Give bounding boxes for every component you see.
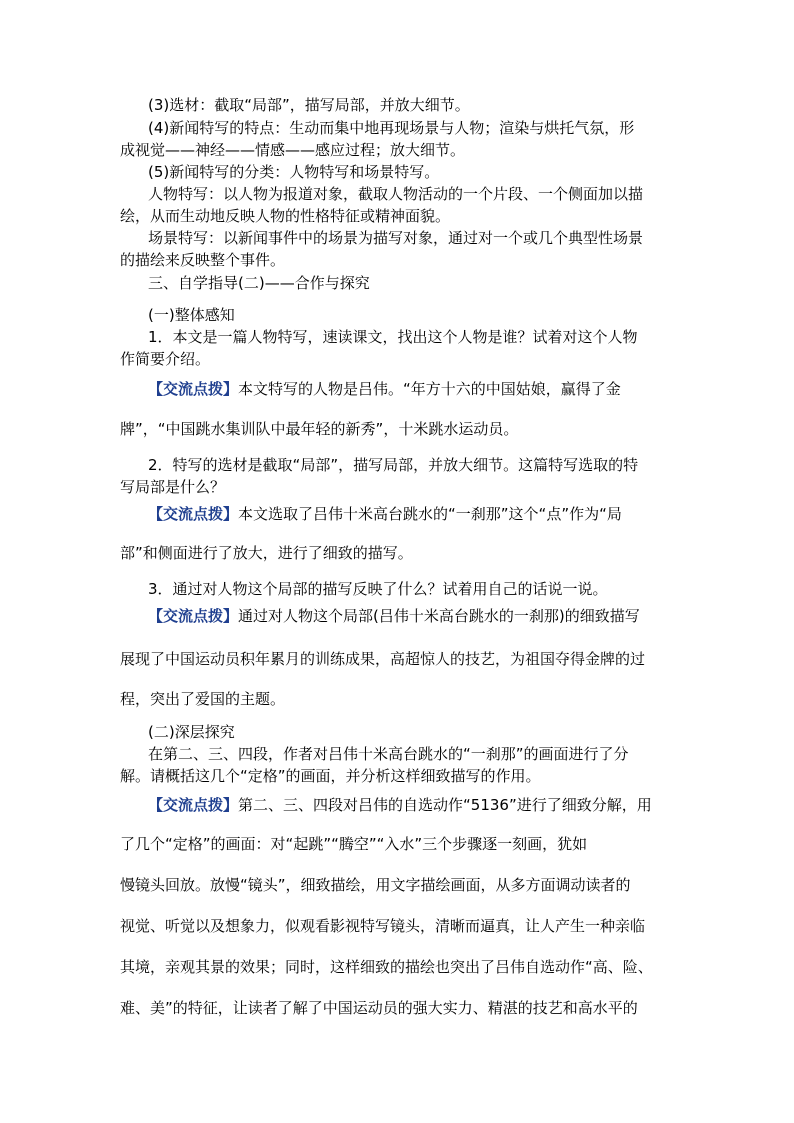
answer-4-line-1: 【交流点拨】第二、三、四段对吕伟的自选动作“5136”进行了细致分解，用 — [148, 796, 652, 814]
subheading-deep: (二)深层探究 — [148, 723, 235, 741]
point-4-features-line-2: 成视觉——神经——情感——感应过程；放大细节。 — [120, 141, 466, 159]
person-feature-line-2: 绘，从而生动地反映人物的性格特征或精神面貌。 — [120, 207, 451, 225]
question-2-line-1: 2．特写的选材是截取“局部”，描写局部，并放大细节。这篇特写选取的特 — [148, 456, 639, 474]
answer-1-line-2: 牌”，“中国跳水集训队中最年轻的新秀”，十米跳水运动员。 — [120, 420, 519, 438]
question-2-line-2: 写局部是什么？ — [120, 478, 226, 496]
answer-1-line-1: 【交流点拨】本文特写的人物是吕伟。“年方十六的中国姑娘，赢得了金 — [148, 380, 621, 398]
answer-4-line-4: 视觉、听觉以及想象力，似观看影视特写镜头，清晰而逼真，让人产生一种亲临 — [120, 917, 646, 935]
answer-4-line-5: 其境，亲观其景的效果；同时，这样细致的描绘也突出了吕伟自选动作“高、险、 — [120, 958, 653, 976]
answer-tag: 【交流点拨】 — [148, 796, 239, 814]
answer-3-line-2: 展现了中国运动员积年累月的训练成果，高超惊人的技艺，为祖国夺得金牌的过 — [120, 650, 646, 668]
answer-4-line-3: 慢镜头回放。放慢“镜头”，细致描绘，用文字描绘画面，从多方面调动读者的 — [120, 876, 631, 894]
scene-feature-line-2: 的描绘来反映整个事件。 — [120, 251, 286, 269]
scene-feature-line-1: 场景特写：以新闻事件中的场景为描写对象，通过对一个或几个典型性场景 — [148, 229, 644, 247]
answer-tag: 【交流点拨】 — [148, 607, 239, 625]
question-4-line-2: 解。请概括这几个“定格”的画面，并分析这样细致描写的作用。 — [120, 767, 541, 785]
answer-2-line-1: 【交流点拨】本文选取了吕伟十米高台跳水的“一刹那”这个“点”作为“局 — [148, 505, 622, 523]
point-5-classification: (5)新闻特写的分类：人物特写和场景特写。 — [148, 163, 440, 181]
point-4-features-line-1: (4)新闻特写的特点：生动而集中地再现场景与人物；渲染与烘托气氛，形 — [148, 119, 635, 137]
question-1-line-2: 作简要介绍。 — [120, 350, 211, 368]
subheading-overall: (一)整体感知 — [148, 306, 235, 324]
section-heading: 三、自学指导(二)——合作与探究 — [148, 274, 370, 292]
answer-3-line-3: 程，突出了爱国的主题。 — [120, 690, 286, 708]
point-3-selection: (3)选材：截取“局部”，描写局部，并放大细节。 — [148, 96, 470, 114]
answer-tag: 【交流点拨】 — [148, 505, 239, 523]
question-4-line-1: 在第二、三、四段，作者对吕伟十米高台跳水的“一刹那”的画面进行了分 — [148, 745, 629, 763]
answer-3-line-1: 【交流点拨】通过对人物这个局部(吕伟十米高台跳水的一刹那)的细致描写 — [148, 607, 640, 625]
person-feature-line-1: 人物特写：以人物为报道对象，截取人物活动的一个片段、一个侧面加以描 — [148, 185, 644, 203]
question-3: 3．通过对人物这个局部的描写反映了什么？试着用自己的话说一说。 — [148, 580, 608, 598]
answer-4-line-6: 难、美”的特征，让读者了解了中国运动员的强大实力、精湛的技艺和高水平的 — [120, 999, 638, 1017]
question-1-line-1: 1．本文是一篇人物特写，速读课文，找出这个人物是谁？试着对这个人物 — [148, 328, 638, 346]
answer-tag: 【交流点拨】 — [148, 380, 239, 398]
answer-4-line-2: 了几个“定格”的画面：对“起跳”“腾空”“入水”三个步骤逐一刻画，犹如 — [120, 835, 588, 853]
answer-2-line-2: 部”和侧面进行了放大，进行了细致的描写。 — [120, 544, 413, 562]
